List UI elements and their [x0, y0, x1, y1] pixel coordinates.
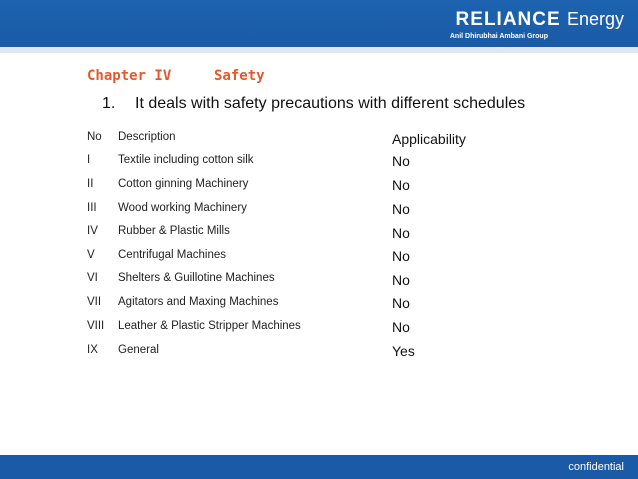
header-divider — [0, 47, 638, 53]
logo-wordmark — [450, 8, 624, 31]
row-applicability: No — [392, 295, 410, 311]
row-description: Cotton ginning Machinery — [118, 178, 249, 190]
table-row — [0, 272, 638, 294]
row-applicability: No — [392, 225, 410, 241]
row-description: Centrifugal Machines — [118, 249, 227, 261]
row-applicability: Yes — [392, 343, 415, 359]
header-applicability: Applicability — [392, 131, 466, 147]
section-heading — [102, 95, 525, 113]
row-applicability: No — [392, 201, 410, 217]
logo-tagline: Anil Dhirubhai Ambani Group — [449, 33, 548, 40]
confidential-label: confidential — [568, 461, 624, 473]
chapter-topic: Safety — [214, 68, 265, 84]
row-no: I — [87, 154, 91, 166]
table-row — [0, 178, 638, 200]
row-applicability: No — [392, 319, 410, 335]
heading-text: It deals with safety precautions with different schedules — [135, 95, 526, 112]
row-applicability: No — [392, 272, 410, 288]
row-no: III — [87, 202, 97, 214]
row-description: Wood working Machinery — [118, 202, 247, 214]
row-no: VI — [87, 272, 98, 284]
row-description: Agitators and Maxing Machines — [118, 296, 279, 308]
row-no: II — [87, 178, 94, 190]
heading-number: 1. — [102, 95, 116, 112]
row-applicability: No — [392, 177, 410, 193]
chapter-label: Chapter IV — [87, 68, 172, 84]
table-row — [0, 296, 638, 318]
row-description: Shelters & Guillotine Machines — [118, 272, 275, 284]
header-no: No — [87, 131, 102, 143]
row-no: VII — [87, 296, 102, 308]
row-description: Leather & Plastic Stripper Machines — [118, 320, 301, 332]
row-description: Textile including cotton silk — [118, 154, 254, 166]
table-row — [0, 320, 638, 342]
row-applicability: No — [392, 153, 410, 169]
logo-brand-suffix: Energy — [566, 9, 624, 29]
row-no: IX — [87, 344, 98, 356]
logo-brand-name: RELIANCE — [455, 9, 561, 30]
table-row — [0, 154, 638, 176]
footer-bar — [0, 455, 638, 479]
table-row — [0, 249, 638, 271]
row-description: General — [118, 344, 159, 356]
reliance-energy-logo — [450, 8, 624, 41]
table-row — [0, 225, 638, 247]
table-row — [0, 344, 638, 366]
header-description: Description — [118, 131, 176, 143]
row-applicability: No — [392, 248, 410, 264]
table-row — [0, 202, 638, 224]
header-bar — [0, 0, 638, 47]
row-no: VIII — [87, 320, 105, 332]
row-no: V — [87, 249, 95, 261]
row-no: IV — [87, 225, 98, 237]
row-description: Rubber & Plastic Mills — [118, 225, 230, 237]
table-header-row — [0, 131, 638, 153]
